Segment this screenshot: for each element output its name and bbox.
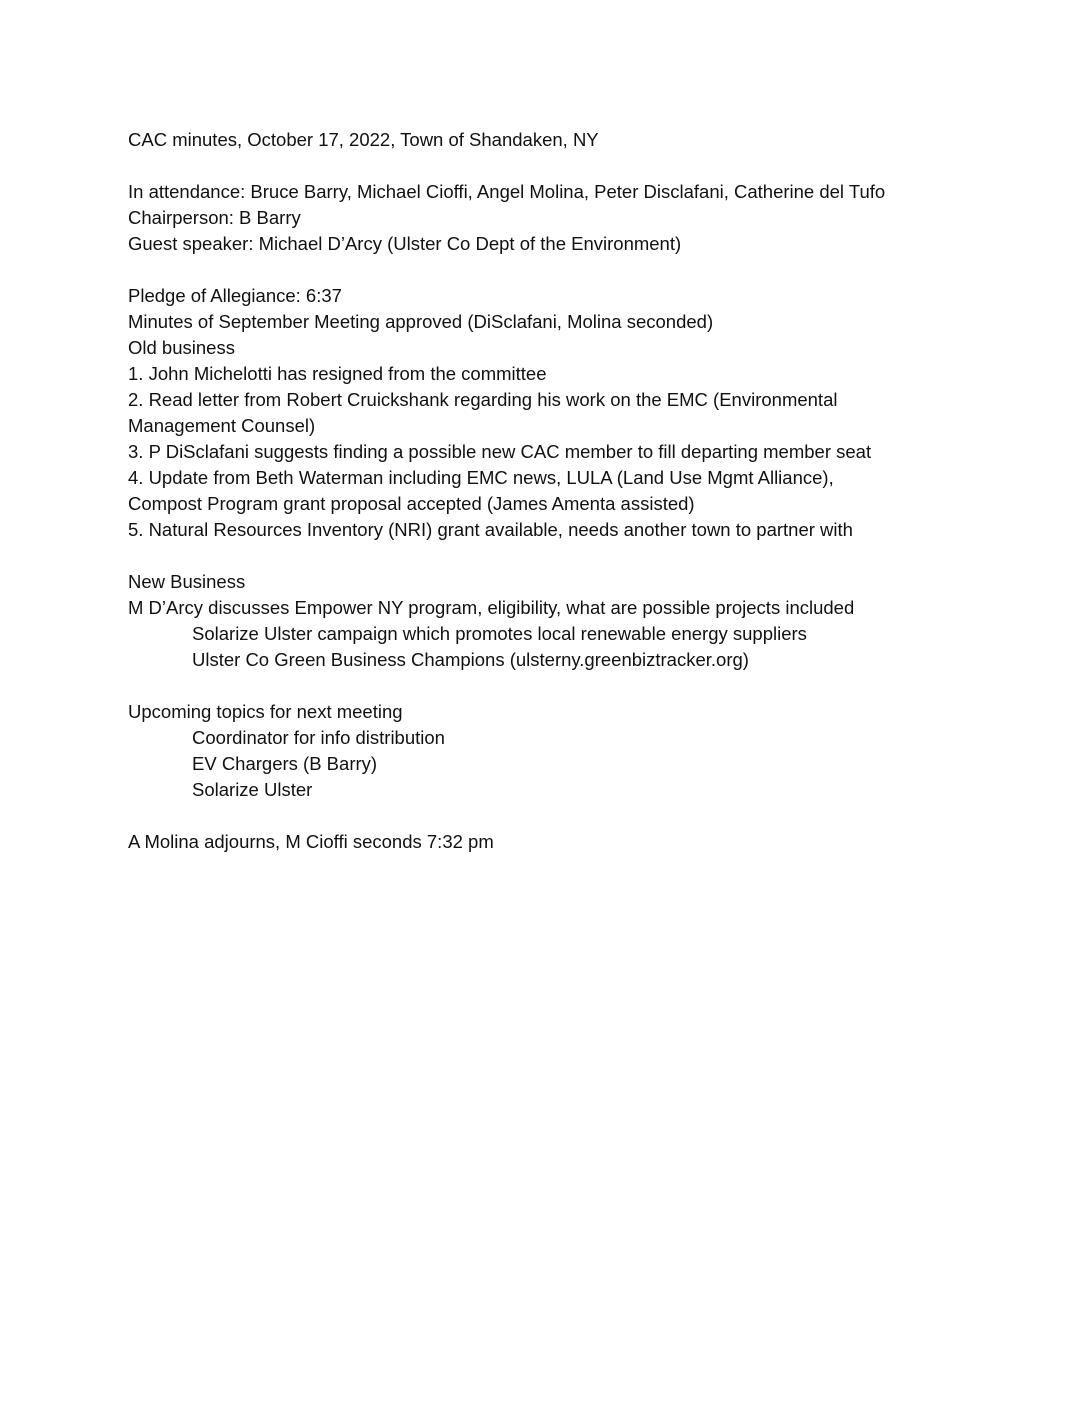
chairperson-line: Chairperson: B Barry (128, 207, 301, 228)
spacer (128, 153, 1028, 179)
upcoming-topic-item: EV Chargers (B Barry) (192, 753, 378, 774)
old-business-heading: Old business (128, 337, 235, 358)
new-business-heading: New Business (128, 571, 246, 592)
old-business-item-continued: Compost Program grant proposal accepted (James Amenta assisted) (128, 493, 695, 514)
document-title: CAC minutes, October 17, 2022, Town of Shandaken, NY (128, 129, 599, 150)
pledge-line: Pledge of Allegiance: 6:37 (128, 285, 342, 306)
new-business-intro: M D’Arcy discusses Empower NY program, eligibility, what are possible projects included (128, 597, 855, 618)
upcoming-topic-item: Coordinator for info distribution (192, 727, 445, 748)
old-business-item: 2. Read letter from Robert Cruickshank regarding his work on the EMC (Environmental (128, 389, 838, 410)
adjournment-line: A Molina adjourns, M Cioffi seconds 7:32 pm (128, 831, 494, 852)
upcoming-topics-heading: Upcoming topics for next meeting (128, 701, 403, 722)
minutes-body (128, 127, 1028, 855)
spacer (128, 543, 1028, 569)
new-business-subitem: Solarize Ulster campaign which promotes local renewable energy suppliers (192, 623, 807, 644)
old-business-item: 1. John Michelotti has resigned from the committee (128, 363, 547, 384)
old-business-item-continued: Management Counsel) (128, 415, 316, 436)
old-business-item: 3. P DiSclafani suggests finding a possible new CAC member to fill departing member seat (128, 441, 872, 462)
upcoming-topic-item: Solarize Ulster (192, 779, 313, 800)
new-business-subitem: Ulster Co Green Business Champions (ulsterny.greenbiztracker.org) (192, 649, 749, 670)
minutes-approved-line: Minutes of September Meeting approved (DiSclafani, Molina seconded) (128, 311, 714, 332)
spacer (128, 257, 1028, 283)
spacer (128, 803, 1028, 829)
old-business-item: 5. Natural Resources Inventory (NRI) grant available, needs another town to partner with (128, 519, 853, 540)
attendance-line: In attendance: Bruce Barry, Michael Cioffi, Angel Molina, Peter Disclafani, Catherine del Tufo (128, 181, 886, 202)
old-business-item: 4. Update from Beth Waterman including EMC news, LULA (Land Use Mgmt Alliance), (128, 467, 834, 488)
spacer (128, 673, 1028, 699)
guest-speaker-line: Guest speaker: Michael D’Arcy (Ulster Co Dept of the Environment) (128, 233, 682, 254)
